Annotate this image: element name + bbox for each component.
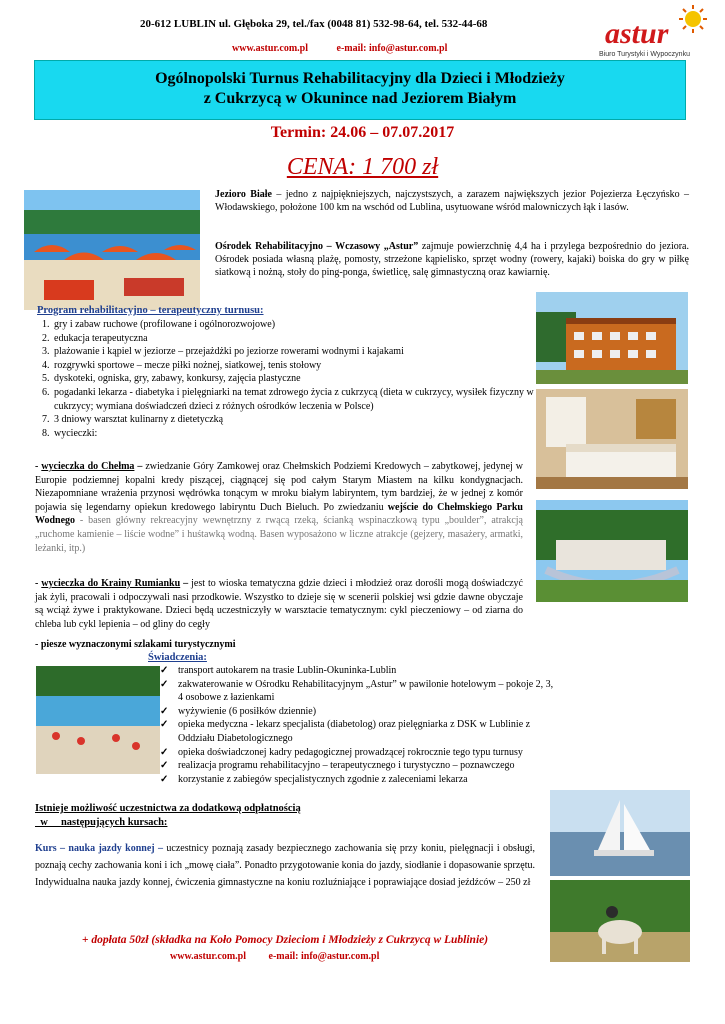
checkmark-icon: ✓ (160, 705, 169, 717)
aquapark-title: wejście do Chełmskiego Parku Wodnego (35, 501, 523, 527)
sailboat-photo (550, 790, 690, 876)
checkmark-icon: ✓ (160, 678, 169, 690)
beach-photo (24, 190, 200, 310)
footer-website-link[interactable]: www.astur.com.pl (170, 951, 247, 962)
horse-course: Kurs – nauka jazdy konnej – uczestnicy poznają zasady bezpiecznego zachowania się przy koniu, pielęgnacji i obsługi, poznają cechy zachowania koni i ich „mowę ciała”. Ponadto przygotowanie konia do jazdy, siodłanie i dopasowanie sprzętu. Indywidualna nauka jazdy konnej, ćwiczenia gimnastyczne na koniu rozluźniające i poprawiające dosiad jeźdźców – 250 zł (35, 843, 535, 888)
hotel-photo (536, 292, 688, 384)
list-item: 1. gry i zabaw ruchowe (profilowane i ogólnorozwojowe) (52, 318, 552, 332)
list-item: ✓ transport autokarem na trasie Lublin-Okuninka-Lublin (160, 665, 397, 676)
footer-email-link[interactable]: e-mail: info@astur.com.pl (268, 951, 380, 962)
lake-description: – jedno z najpiękniejszych, najczystszych, a zarazem największych jezior Pojezierza Łęczyńsko – Włodawskiego, położone 100 km na wschód od Lublina, usytuowane wśród malowniczych łąk i lasów. (215, 189, 689, 213)
horse-course-title: Kurs – nauka jazdy konnej – (35, 843, 164, 854)
benefits-list (160, 664, 560, 786)
trip-chelm: - wycieczka do Chełma – zwiedzanie Góry Zamkowej oraz Chełmskich Podziemi Kredowych – zabytkowej, jedynej w Europie podziemnej kopalni kredy piszącej, ciągnącej się pod całym Starym Miastem na kilku kondygnacjach. Niezapomniane wrażenia przynosi wędrówka tonącym w mroku białym labiryntem, tym bardziej, że w jednej z komór pojawia się legendarny opiekun kredowego labiryntu Duch Bieluch. Po zwiedzaniu wejście do Chełmskiego Parku Wodnego - basen główny rekreacyjny wewnętrzny z rwącą rzeką, ścianką wspinaczkową typu „boulder”, atrakcją „ruchome kamienie – liście wodne” i huśtawką wodną. Basen wyposażono w liczne atrakcje (gejzery, masażery, armatki, leżanki, itp.) (35, 461, 523, 554)
term-dates: Termin: 24.06 – 07.07.2017 (270, 124, 455, 141)
trip-rumianek: - wycieczka do Krainy Rumianku – jest to wioska tematyczna gdzie dzieci i młodzież oraz dorośli mogą doświadczyć jak żyli, pracowali i odpoczywali nasi przodkowie. Wszystko to dzieje się w scenerii polskiej wsi gdzie dawne obyczaje są wciąż żywe i praktykowane. Dzieci będą uczestniczyły w warsztacie tematycznym: cykl pieczeniowy – od ziarna do chleba lub cykl lepienia – od gliny do cegły (35, 578, 523, 630)
list-item: ✓ opieka medyczna - lekarz specjalista (diabetolog) oraz pielęgniarka z DSK w Lublinie z Oddziału Diabetologicznego (160, 719, 531, 744)
logo-text: astur (605, 17, 669, 50)
list-item: 6. pogadanki lekarza - diabetyka i pielęgniarki na temat zdrowego życia z cukrzycą (dieta w cukrzycy, wysiłek fizyczny w cukrzycy; wymiana doświadczeń dzieci z różnych ośrodków leczenia w Polsce) (52, 386, 552, 413)
checkmark-icon: ✓ (160, 719, 169, 731)
list-item: 8. wycieczki: (52, 427, 552, 441)
contact-line: 20-612 LUBLIN ul. Głęboka 29, tel./fax (0048 81) 532-98-64, tel. 532-44-68 (140, 18, 488, 30)
hammock-photo (536, 500, 688, 602)
price: CENA: 1 700 zł (286, 154, 439, 180)
resort-description: zajmuje powierzchnię 4,4 ha i przylega bezpośrednio do jeziora. Ośrodek posiada własną plażę, pomosty, strzeżone kąpielisko, sprzęt wodny (rowery, kajaki) boiska do gry w piłkę siatkową i nożną, stoły do ping-ponga, świetlicę, salę gimnastyczną oraz kawiarnię. (215, 241, 689, 278)
pool-photo (36, 666, 160, 774)
trip-hiking: - piesze wyznaczonymi szlakami turystycznymi (35, 639, 236, 650)
program-list (24, 318, 552, 440)
intro-paragraph-1 (215, 188, 689, 214)
list-item: 4. rozgrywki sportowe – mecze piłki nożnej, siatkowej, tenis stołowy (52, 359, 552, 373)
header-website-link[interactable]: www.astur.com.pl (232, 43, 309, 54)
title-banner (34, 60, 686, 120)
footer-links (170, 951, 399, 962)
header-email-link[interactable]: e-mail: info@astur.com.pl (336, 43, 448, 54)
trip-rumianek-title: wycieczka do Krainy Rumianku (41, 578, 181, 589)
list-item: 7. 3 dniowy warsztat kulinarny z dietetyczką (52, 413, 552, 427)
checkmark-icon: ✓ (160, 665, 169, 676)
list-item: ✓ wyżywienie (6 posiłków dziennie) (160, 705, 317, 717)
resort-name: Ośrodek Rehabilitacyjno – Wczasowy „Astur” (215, 241, 419, 252)
checkmark-icon: ✓ (160, 746, 169, 758)
checkmark-icon: ✓ (160, 760, 169, 772)
astur-logo (585, 5, 715, 60)
sun-icon (679, 5, 707, 33)
header-links (232, 43, 473, 54)
list-item: ✓ zakwaterowanie w Ośrodku Rehabilitacyjnym „Astur” w pawilonie hotelowym – pokoje 2, 3, 4 osobowe z łazienkami (160, 678, 554, 704)
checkmark-icon: ✓ (160, 773, 169, 785)
list-item: 2. edukacja terapeutyczna (52, 332, 552, 346)
lake-name: Jezioro Białe (215, 189, 272, 200)
program-title: Program rehabilitacyjno – terapeutyczny turnusu: (37, 305, 264, 316)
list-item: ✓ korzystanie z zabiegów specjalistycznych zgodnie z zaleceniami lekarza (160, 773, 468, 785)
list-item: ✓ opieka doświadczonej kadry pedagogicznej prowadzącej rokrocznie tego typu turnusy (160, 746, 523, 758)
horse-photo (550, 880, 690, 962)
surcharge-note: + dopłata 50zł (składka na Koło Pomocy Dzieciom i Młodzieży z Cukrzycą w Lublinie) (81, 934, 489, 946)
banner-line-2: z Cukrzycą w Okunince nad Jeziorem Białym (203, 90, 517, 107)
list-item: ✓ realizacja programu rehabilitacyjno – terapeutycznego i turystyczno – poznawczego (160, 760, 515, 772)
list-item: 3. plażowanie i kąpiel w jeziorze – przejażdżki po jeziorze rowerami wodnymi i kajakami (52, 345, 552, 359)
extra-courses-heading: Istnieje możliwość uczestnictwa za dodatkową odpłatnością w następujących kursach: (35, 803, 301, 828)
intro-paragraph-2 (215, 240, 689, 279)
logo-subtitle: Biuro Turystyki i Wypoczynku (599, 51, 690, 58)
trip-chelm-title: wycieczka do Chełma (41, 461, 135, 472)
banner-line-1: Ogólnopolski Turnus Rehabilitacyjny dla Dzieci i Młodzieży (155, 70, 565, 87)
list-item: 5. dyskoteki, ogniska, gry, zabawy, konkursy, zajęcia plastyczne (52, 372, 552, 386)
room-photo (536, 389, 688, 489)
benefits-title: Świadczenia: (148, 652, 207, 663)
